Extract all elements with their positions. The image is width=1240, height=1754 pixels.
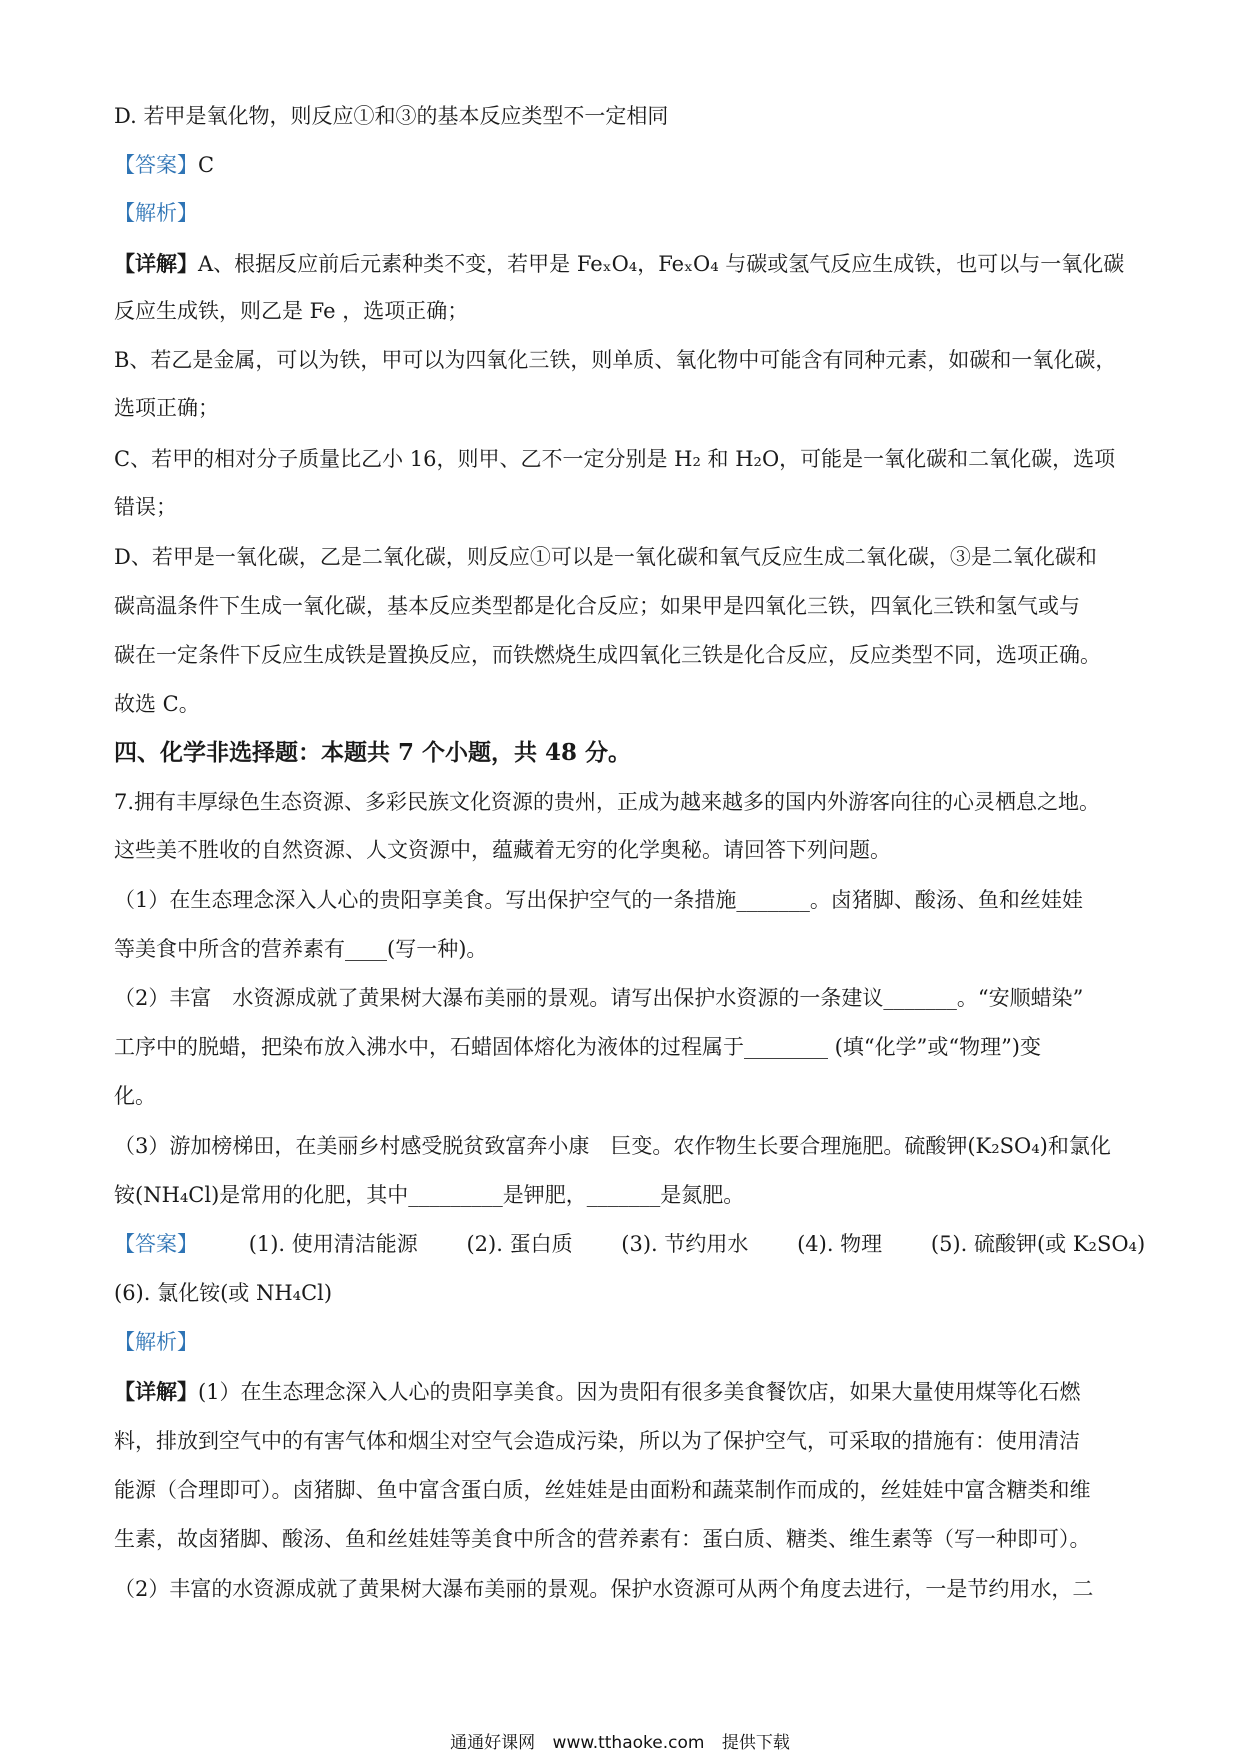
detail-d-line-3: 碳在一定条件下反应生成铁是置换反应，而铁燃烧生成四氧化三铁是化合反应，反应类型不同，选项正确。 [114,643,1101,667]
footer-site-name: 通通好课网 [450,1733,536,1753]
detail-2-line-3: 能源（合理即可）。卤猪脚、鱼中富含蛋白质，丝娃娃是由面粉和蔬菜制作而成的，丝娃娃中富含糖类和维 [114,1478,1091,1502]
detail-conclusion: 故选 C。 [114,692,200,716]
section-heading: 四、化学非选择题：本题共 7 个小题，共 48 分。 [114,739,632,766]
detail-a-line-2: 反应生成铁，则乙是 Fe ，选项正确； [114,299,469,323]
answer-line-2 [114,1229,1146,1259]
question-7-part-1-line-1: （1）在生态理念深入人心的贵阳享美食。写出保护空气的一条措施_______。卤猪脚、酸汤、鱼和丝娃娃 [114,888,1083,912]
answer-tag: 【答案】 [114,1232,198,1256]
answer-item: (3). 节约用水 [621,1232,749,1256]
question-7-part-2-line-2: 工序中的脱蜡，把染布放入沸水中，石蜡固体熔化为液体的过程属于________ (填“化学”或“物理”)变 [114,1035,1042,1059]
detail-c-line-1: C、若甲的相对分子质量比乙小 16，则甲、乙不一定分别是 H₂ 和 H₂O，可能是一氧化碳和二氧化碳，选项 [114,447,1116,471]
answer-item: (2). 蛋白质 [466,1232,573,1256]
answer-tag: 【答案】 [114,153,198,177]
detail-b-line-2: 选项正确； [114,396,219,420]
footer-url[interactable]: www.tthaoke.com [552,1733,705,1753]
answer-line-2-continued: (6). 氯化铵(或 NH₄Cl) [114,1281,333,1305]
analysis-tag-2: 【解析】 [114,1330,198,1354]
question-7-part-3-line-1: （3）游加榜梯田，在美丽乡村感受脱贫致富奔小康 巨变。农作物生长要合理施肥。硫酸钾(K₂SO₄)和氯化 [114,1134,1111,1158]
detail-c-line-2: 错误； [114,495,177,519]
detail-2-line-4: 生素，故卤猪脚、酸汤、鱼和丝娃娃等美食中所含的营养素有：蛋白质、糖类、维生素等（写一种即可）。 [114,1527,1091,1551]
detail-2-line-1 [114,1377,1134,1407]
page-footer [0,1728,1240,1753]
answer-item: (1). 使用清洁能源 [248,1232,418,1256]
answer-value: C [198,153,215,177]
detail-tag: 【详解】 [114,1379,198,1404]
analysis-tag: 【解析】 [114,201,198,225]
detail-2-line-2: 料，排放到空气中的有害气体和烟尘对空气会造成污染，所以为了保护空气，可采取的措施有：使用清洁 [114,1429,1080,1453]
question-7-part-1-line-2: 等美食中所含的营养素有____(写一种)。 [114,937,488,961]
footer-provide-text: 提供下载 [721,1733,790,1753]
detail-a-line-1 [114,249,1134,279]
question-7-line-1: 7.拥有丰厚绿色生态资源、多彩民族文化资源的贵州，正成为越来越多的国内外游客向往的心灵栖息之地。 [114,790,1101,814]
detail-2-line-5: （2）丰富的水资源成就了黄果树大瀑布美丽的景观。保护水资源可从两个角度去进行，一是节约用水，二 [114,1577,1094,1601]
question-7-part-3-line-2: 铵(NH₄Cl)是常用的化肥，其中_________是钾肥，_______是氮肥。 [114,1183,745,1207]
detail-d-line-2: 碳高温条件下生成一氧化碳，基本反应类型都是化合反应；如果甲是四氧化三铁，四氧化三铁和氢气或与 [114,594,1080,618]
detail-text: A、根据反应前后元素种类不变，若甲是 FeₓO₄，FeₓO₄ 与碳或氢气反应生成铁，也可以与一氧化碳 [198,252,1125,276]
answer-item: (4). 物理 [797,1232,883,1256]
detail-b-line-1: B、若乙是金属，可以为铁，甲可以为四氧化三铁，则单质、氧化物中可能含有同种元素，如碳和一氧化碳， [114,348,1117,372]
question-7-part-2-line-3: 化。 [114,1084,156,1108]
question-7-part-2-line-1: （2）丰富 水资源成就了黄果树大瀑布美丽的景观。请写出保护水资源的一条建议_______。“安顺蜡染” [114,986,1084,1010]
detail-text: (1）在生态理念深入人心的贵阳享美食。因为贵阳有很多美食餐饮店，如果大量使用煤等化石燃 [198,1380,1081,1404]
option-d: D. 若甲是氧化物，则反应①和③的基本反应类型不一定相同 [114,104,669,128]
answer-item: (5). 硫酸钾(或 K₂SO₄) [930,1232,1146,1256]
detail-tag: 【详解】 [114,251,198,276]
answer-line-1 [114,150,1134,180]
question-7-line-2: 这些美不胜收的自然资源、人文资源中，蕴藏着无穷的化学奥秘。请回答下列问题。 [114,838,891,862]
detail-d-line-1: D、若甲是一氧化碳，乙是二氧化碳，则反应①可以是一氧化碳和氧气反应生成二氧化碳，③是二氧化碳和 [114,545,1097,569]
